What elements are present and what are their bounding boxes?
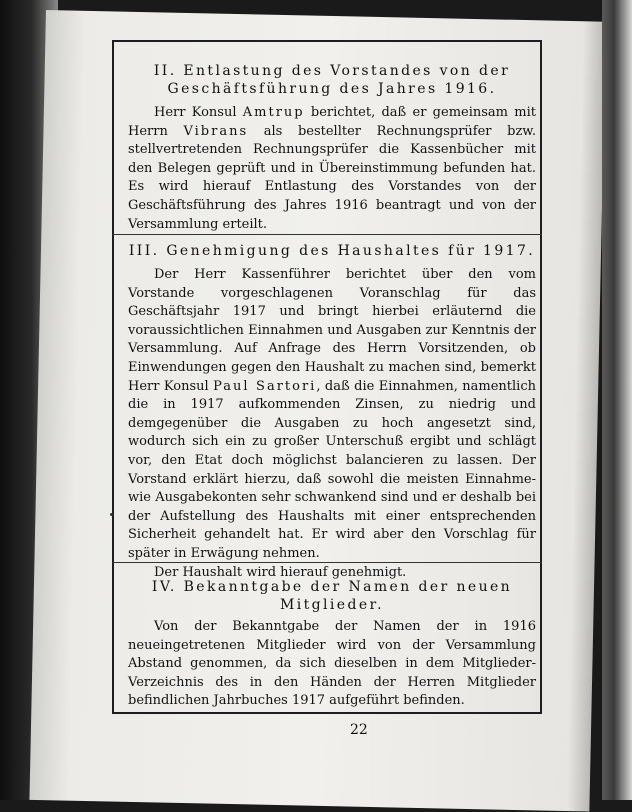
section-haushalt — [128, 242, 536, 582]
section-divider-1 — [112, 234, 542, 235]
section-4-heading-line1: IV. Bekanntgabe der Namen der neuen — [151, 579, 513, 595]
section-entlastung — [128, 62, 536, 234]
margin-mark — [110, 513, 113, 516]
section-3-text-a: Der Herr Kassenführer berichtet über den vom Vorstande vorgeschlagenen Voranschlag für das Geschäftsjahr 1917 und bringt hierbei erläuternd die voraussichtlichen Einnahmen und Ausgaben zur Kenntnis der Versammlung. Auf Anfrage des Herrn Vorsitzenden, ob Einwendungen gegen den Haushalt zu machen sind, bemerkt Herr Konsul — [128, 267, 536, 394]
next-page-edge — [602, 0, 632, 800]
section-2-paragraph — [128, 104, 536, 234]
section-2-text-a: Herr Konsul — [154, 105, 243, 120]
section-3-heading: III. Genehmigung des Haushaltes für 1917. — [128, 243, 536, 259]
section-3-closing: Der Haushalt wird hierauf genehmigt. — [154, 564, 407, 580]
page-number: 22 — [350, 722, 368, 738]
section-divider-2 — [112, 562, 542, 563]
person-name-amtrup: Amtrup — [242, 105, 305, 120]
person-name-vibrans: Vibrans — [183, 123, 249, 139]
section-2-text-c: als bestellter Rechnungsprüfer bzw. stellvertretenden Rechnungsprüfer die Kassenbücher mit den Belegen geprüft und in Übereinstimmung befunden hat. Es wird hierauf Entlastung des Vorstandes von der Geschäftsführung des Jahres 1916 beantragt und von der Versammlung erteilt. — [128, 123, 537, 232]
person-name-sartori: Paul Sartori — [213, 378, 317, 394]
section-4-heading-line2: Mitglieder. — [280, 597, 384, 613]
section-2-heading-line2: Geschäftsführung des Jahres 1916. — [167, 81, 497, 97]
section-mitglieder — [128, 578, 536, 711]
section-4-paragraph: Von der Bekanntgabe der Namen der in 1916 neueingetretenen Mitglieder wird von der Versammlung Abstand genommen, da sich dieselben in dem Mitglieder-Verzeichnis des in den Händen der Herren Mitglieder befindlichen Jahrbuches 1917 aufgeführt befinden. — [128, 619, 536, 709]
section-3-paragraph — [128, 266, 536, 564]
section-2-heading-line1: II. Entlastung des Vorstandes von der — [153, 63, 511, 79]
section-3-text-b: , daß die Einnahmen, namentlich die in 1917 aufkommenden Zinsen, zu niedrig und demgegenüber die Ausgaben zu hoch angesetzt sind, wodurch sich ein zu großer Unterschuß ergibt und schlägt vor, den Etat doch möglichst balancieren zu lassen. Der Vorstand erklärt hierzu, daß sowohl die meisten Einnahme- wie Ausgabekonten sehr schwankend sind und er deshalb bei der Aufstellung des Haushalts mit einer entsprechenden Sicherheit gehandelt hat. Er wird aber den Vorschlag für später in Erwägung nehmen. — [128, 378, 536, 561]
section-2-text-b: berichtet, daß er gemeinsam mit Herrn — [128, 105, 536, 139]
